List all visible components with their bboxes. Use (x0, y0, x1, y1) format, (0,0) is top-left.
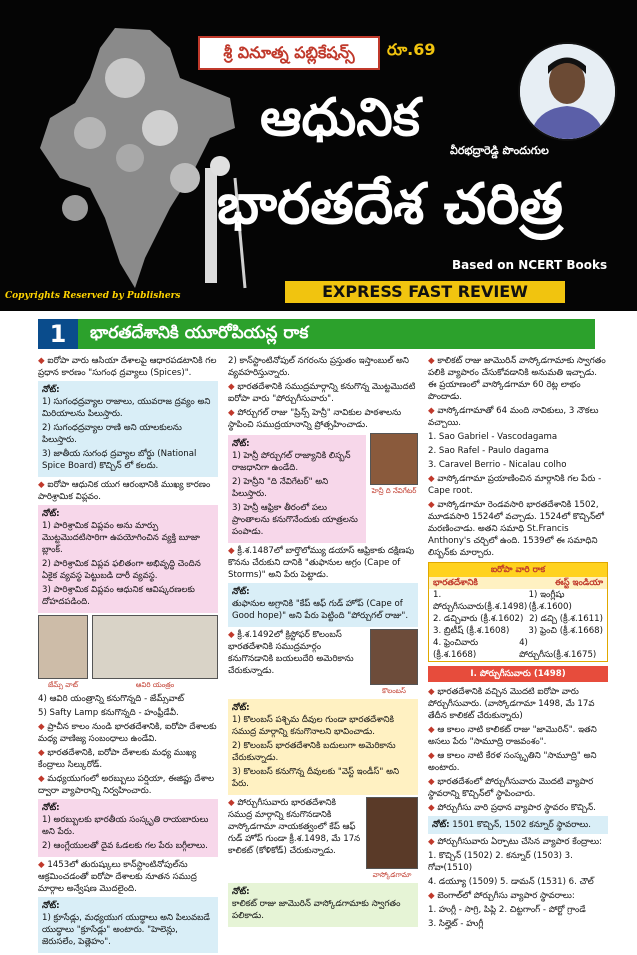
portrait-caption: వాస్కోడగామా (372, 871, 412, 879)
columbus-block (228, 629, 418, 697)
table-row (429, 613, 607, 625)
list-item: 4) ఆవిరి యంత్రాన్ని కనుగొన్నది - జేమ్స్‌వాట్ (38, 694, 185, 704)
note-item: 3) జాతీయ సుగంధ ద్రవ్యాల బోర్డు (National Spice Board) కొచ్చిన్ లో కలదు. (42, 449, 197, 471)
note-item: 1) సుగంధద్రవ్యాల రాజాలు, యువరాజ ద్రవ్యం అని మిరియాలను పిలుస్తారు. (42, 397, 211, 419)
paragraph: ◆ వాస్కోడగామాతో 64 మంది నావికులు, 3 నౌకలు వచ్చాయి. (428, 406, 599, 428)
note-label: నోట్: (42, 385, 60, 395)
paragraph: ◆ ఐరోపా వారు ఆసియా దేశాలపై ఆధారపడటానికి గల ప్రధాన కారణం "సుగంధ ద్రవ్యాలు (Spices)". (38, 356, 217, 378)
portrait-caption: జేమ్స్ వాట్ (47, 681, 79, 689)
table-row (429, 625, 607, 637)
list-item: 2. Sao Rafel - Paulo dagama (428, 446, 549, 456)
express-fast-review-banner: EXPRESS FAST REVIEW (285, 281, 565, 303)
paragraph: ◆ భారతదేశంలో పోర్చుగీసువారు మొదటి వ్యాపార స్థావరాన్ని కొచ్చిన్‌లో స్థాపించారు. (428, 777, 594, 799)
paragraph: ◆ ఆ కాలం నాటి కేరళ సంస్కృతిని "సామూద్రి" అని అంటారు. (428, 751, 597, 773)
paragraph: ◆ ఐరోపా ఆధునిక యుగ ఆరంభానికి ముఖ్య కారణం పారిశ్రామిక విప్లవం. (38, 480, 211, 502)
henry-portrait (370, 433, 418, 545)
note-box (228, 583, 418, 627)
note-label: నోట్: (42, 901, 60, 911)
list-item: 1. కొచ్చిన్ (1502) 2. కన్నూర్ (1503) 3. గోవా(1510) (428, 851, 573, 873)
note-item: 2) హెన్రీని "ది నేవిగేటర్" అని పిలుస్తారు. (232, 477, 329, 499)
section-heading: I. పోర్చుగీసువారు (1498) (428, 666, 608, 682)
note-item: 2) పారిశ్రామిక విప్లవ ఫలితంగా అభివృద్ధి చెందిన ఏకైక వ్యవస్థ పెట్టుబడి దారీ వ్యవస్థ. (42, 559, 201, 581)
table-cell: 2) డచ్చి (క్రీ.శ.1611) (529, 614, 603, 624)
paragraph: ◆ ఆ కాలం నాటి కాలికట్ రాజు "జామొరిన్". ఇతని అసలు పేరు "సామూద్రి రాజవంశం". (428, 725, 597, 747)
note-label: నోట్: (232, 587, 250, 597)
column-3 (428, 355, 608, 932)
list-item: 2) కాన్‌స్టాంటినోపుల్ నగరంను ప్రస్తుతం ఇస్తాంబుల్ అని వ్యవహరిస్తున్నారు. (228, 356, 409, 378)
note-label: నోట్: (432, 820, 450, 830)
note-label: నోట్: (232, 887, 250, 897)
book-cover (0, 0, 637, 311)
henry-block (228, 433, 418, 545)
list-item: 3. సిల్హెట్ - హుగ్లీ (428, 919, 484, 929)
note-text: 1501 కొచ్చిన్, 1502 కన్నూర్ స్థావరాలు. (452, 820, 591, 830)
vasco-block (228, 797, 418, 881)
note-label: నోట్: (232, 439, 250, 449)
paragraph: ◆ భారతదేశానికి, ఐరోపా దేశాలకు మధ్య ముఖ్య కేంద్రాలు సిల్కురోడ్. (38, 748, 197, 770)
note-item: 1) క్రూసేడ్లు, మధ్యయుగ యుద్ధాలు అని పిలువబడే యుద్ధాలు "క్రూసేడ్లు" అంటారు. "హెలెన్లు, జెరుసలేం, పెత్లెహం". (42, 913, 210, 947)
illustration-caption: ఆవిరి యంత్రం (135, 681, 175, 689)
paragraph: ◆ మధ్యయుగంలో అరబ్బులు పర్షియా, ఈజిప్టు దేశాల ద్వారా వ్యాపారాన్ని నిర్వహించారు. (38, 774, 215, 796)
paragraph: ◆ పోర్చుగీసు వారి ప్రధాన వ్యాపార స్థావరం కొచ్చిన్. (428, 803, 596, 813)
note-box (38, 505, 218, 613)
paragraph: ◆ భారతదేశానికి సముద్రమార్గాన్ని కనుగొన్న మొట్టమొదటి ఐరోపా వారు "పోర్చుగీసువారు". (228, 382, 416, 404)
paragraph: ◆ 1453లో తురుష్కులు కాన్‌స్టాంటినోపుల్‌ను ఆక్రమించడంతో ఐరోపా దేశాలకు నూతన సముద్ర మార్గాల అన్వేషణ మొదలైంది. (38, 860, 197, 894)
column-2 (228, 355, 418, 929)
columbus-portrait (370, 629, 418, 697)
illustration-row (38, 615, 218, 691)
note-item: 1) హెన్రీ పోర్చుగల్ రాజ్యానికి లిస్బన్ రాజధానిగా ఉండేది. (232, 451, 351, 473)
paragraph: ◆ పోర్చుగల్ రాజు "ప్రిన్స్ హెన్రీ" నావికుల పాఠశాలను స్థాపించి సముద్రయానాన్ని ప్రోత్సహించాడు. (228, 408, 402, 430)
note-item: 3) పారిశ్రామిక విప్లవం ఆధునిక ఆవిష్కరణలకు దోహదపడింది. (42, 585, 195, 607)
paragraph: ◆ బెంగాల్‌లో పోర్చుగీసు వ్యాపార స్థావరాలు: (428, 891, 575, 901)
note-item: 2) ఆంగ్లేయులతో దైవ ఓడలకు గల పేరు బగ్గీలాలు. (42, 841, 208, 851)
paragraph: ◆ వాస్కోడగామా రెండవసారి భారతదేశానికి 1502, మూడవసారి 1524లో వచ్చాడు. 1524లో కొచ్చిన్‌లో మరణించాడు. అతని సమాధి St.Francis Anthony's చర్చిలో ఉంది. 1539లో ఈ సమాధిని లిస్బన్‌కు మార్చారు. (428, 500, 605, 558)
title-line-2: భారతదేశ చరిత్ర (217, 172, 563, 237)
note-item: తుఫానుల అగ్రానికి "కేప్ ఆఫ్ గుడ్ హోప్ (Cape of Good hope)" అని పేరు పెట్టింది "పోర్చుగల్ రాజు". (232, 599, 409, 621)
list-item: 1. Sao Gabriel - Vascodagama (428, 432, 558, 442)
publisher-label: శ్రీ వినూత్న పబ్లికేషన్స్ (198, 36, 380, 70)
paragraph: ◆ వాస్కోడగామా ప్రయాణించిన మార్గానికి గల పేరు - Cape root. (428, 474, 602, 496)
table-header: ఈస్ట్ ఇండియా (554, 578, 603, 588)
title-line-1: ఆధునిక (260, 88, 420, 148)
table-cell: 4. ఫ్రెంచివారు (క్రీ.శ.1668) (433, 638, 479, 660)
note-box (38, 381, 218, 477)
list-item: 4. డయ్యూ (1509) 5. డామన్ (1531) 6. చౌల్ (428, 877, 594, 887)
table-cell: 2. డచ్చివారు (క్రీ.శ.1602) (433, 614, 524, 624)
note-item: 1) అరబ్బులకు భారతీయ సంస్కృతి రాయబారులు అని పేరు. (42, 815, 209, 837)
paragraph: ◆ కాలికట్ రాజు జామొరిన్ వాస్కోడగామాకు స్వాగతం పలికి వ్యాపారం చేసుకోవడానికి అనుమతి ఇచ్చాడు. ఈ ప్రయాణంలో వాస్కోడగామా 60 రెట్ల లాభం పొందాడు. (428, 356, 606, 402)
portrait-caption: హెన్రీ ది నేవిగేటర్ (371, 487, 417, 495)
table-row (429, 637, 607, 661)
author-name: వీరభద్రారెడ్డి పొందుగుల (450, 144, 549, 157)
copyright-notice: Copyrights Reserved by Publishers (5, 291, 181, 301)
note-label: నోట్: (232, 703, 250, 713)
author-photo (518, 42, 617, 141)
table-cell: 4) పోర్చుగీసు(క్రీ.శ.1675) (519, 638, 597, 660)
note-box (428, 816, 608, 834)
note-label: నోట్: (42, 509, 60, 519)
steam-engine-illustration (92, 615, 218, 691)
note-item: 1) కొలంబస్ పశ్చిమ దీవుల గుండా భారతదేశానికి సముద్ర మార్గాన్ని కనుగొనాలని భావించాడు. (232, 715, 395, 737)
note-item: 1) పారిశ్రామిక విప్లవం అను మార్పు మొట్టమొదటిసారిగా ఉపయోగించిన వ్యక్తి బూజా బ్లాంక్. (42, 521, 200, 555)
arrival-table (428, 562, 608, 662)
list-item: 5) Safty Lamp కనుగొన్నది - హంఫ్రీడేవీ. (38, 708, 179, 718)
table-cell: 1. పోర్చుగీసువారు(క్రీ.శ.1498) (433, 590, 528, 612)
list-item: 3. Caravel Berrio - Nicalau colho (428, 460, 567, 470)
price-label: రూ.69 (387, 40, 436, 59)
chapter-number: 1 (38, 319, 78, 349)
chapter-title: భారతదేశానికి యూరోపియన్ల రాక (90, 323, 309, 343)
paragraph: ◆ క్రీ.శ.1492లో క్రిస్టోఫర్ కొలంబస్ భారతదేశానికి సముద్రమార్గం కనుగొనడానికి బయలుదేరి అమెరికాను చేరుకున్నాడు. (228, 630, 354, 676)
table-cell: 1) ఇంగ్లీషు (క్రీ.శ.1600) (528, 590, 572, 612)
table-title: ఐరోపా వారి రాక (429, 563, 607, 577)
table-row (429, 589, 607, 613)
portrait-caption: కొలంబస్ (382, 687, 406, 695)
paragraph: ◆ పోర్చుగీసువారు భారతదేశానికి సముద్ర మార్గాన్ని కనుగొనడానికి వాస్కోడగామా నాయకత్వంలో కేప్ ఆఫ్ గుడ్ హోప్ గుండా క్రీ.శ.1498, మే 17న కాలికట్ (కోళికోడ్) చేరుకున్నాడు. (228, 798, 361, 856)
note-box (228, 699, 418, 795)
based-on-label: Based on NCERT Books (452, 258, 608, 272)
paragraph: ◆ ప్రాచీన కాలం నుండి భారతదేశానికి, ఐరోపా దేశాలకు మధ్య వాణిజ్య సంబంధాలు ఉండేవి. (38, 722, 217, 744)
paragraph: ◆ పోర్చుగీసువారు ఏర్పాటు చేసిన వ్యాపార కేంద్రాలు: (428, 837, 602, 847)
note-box (228, 435, 366, 543)
note-label: నోట్: (42, 803, 60, 813)
james-watt-portrait (38, 615, 88, 691)
paragraph: ◆ భారతదేశానికి వచ్చిన మొదటి ఐరోపా వారు పోర్చుగీసువారు. (వాస్కోడగామా 1498, మే 17వ తేదీన కాలికట్ చేరుకున్నారు) (428, 687, 595, 721)
list-item: 1. హుగ్లీ - సాగ్రి, పిప్లి 2. చిట్టగాంగ్ - పోర్టో గ్రాండే (428, 905, 586, 915)
note-box (228, 883, 418, 927)
note-item: 2) సుగంధద్రవ్యాల రాణి అని యాలకులను పిలుస్తారు. (42, 423, 182, 445)
vasco-portrait (366, 797, 418, 881)
note-box (38, 897, 218, 953)
table-cell: 3. బ్రిటీష్ (క్రీ.శ.1608) (433, 626, 510, 636)
note-item: కాలికట్ రాజు జామొరిన్ వాస్కోడగామాకు స్వాగతం పలికాడు. (232, 899, 401, 921)
column-1 (38, 355, 218, 955)
chapter-header (38, 319, 595, 349)
note-box (38, 799, 218, 857)
table-cell: 3) ఫ్రెంచి (క్రీ.శ.1668) (528, 626, 603, 636)
table-header: భారతదేశానికి (433, 578, 478, 588)
note-item: 3) హెన్రీ ఆఫ్రికా తీరంలో పలు ప్రాంతాలను కనుగొనేందుకు యాత్రలను పంపాడు. (232, 503, 358, 537)
paragraph: ◆ క్రీ.శ.1487లో బార్తొలోమ్యు డయాస్ ఆఫ్రికాకు దక్షిణపు కొనను చేరుకుని దానికి "తుఫానుల అగ్రం (Cape of Storms)" అని పేరు పెట్టాడు. (228, 546, 415, 580)
table-header-row (429, 577, 607, 589)
note-item: 3) కొలంబస్ కనుగొన్న దీవులకు "వెస్ట్ ఇండీస్" అని పేరు. (232, 767, 399, 789)
note-item: 2) కొలంబస్ భారతదేశానికి బదులుగా అమెరికాను చేరుకున్నాడు. (232, 741, 396, 763)
